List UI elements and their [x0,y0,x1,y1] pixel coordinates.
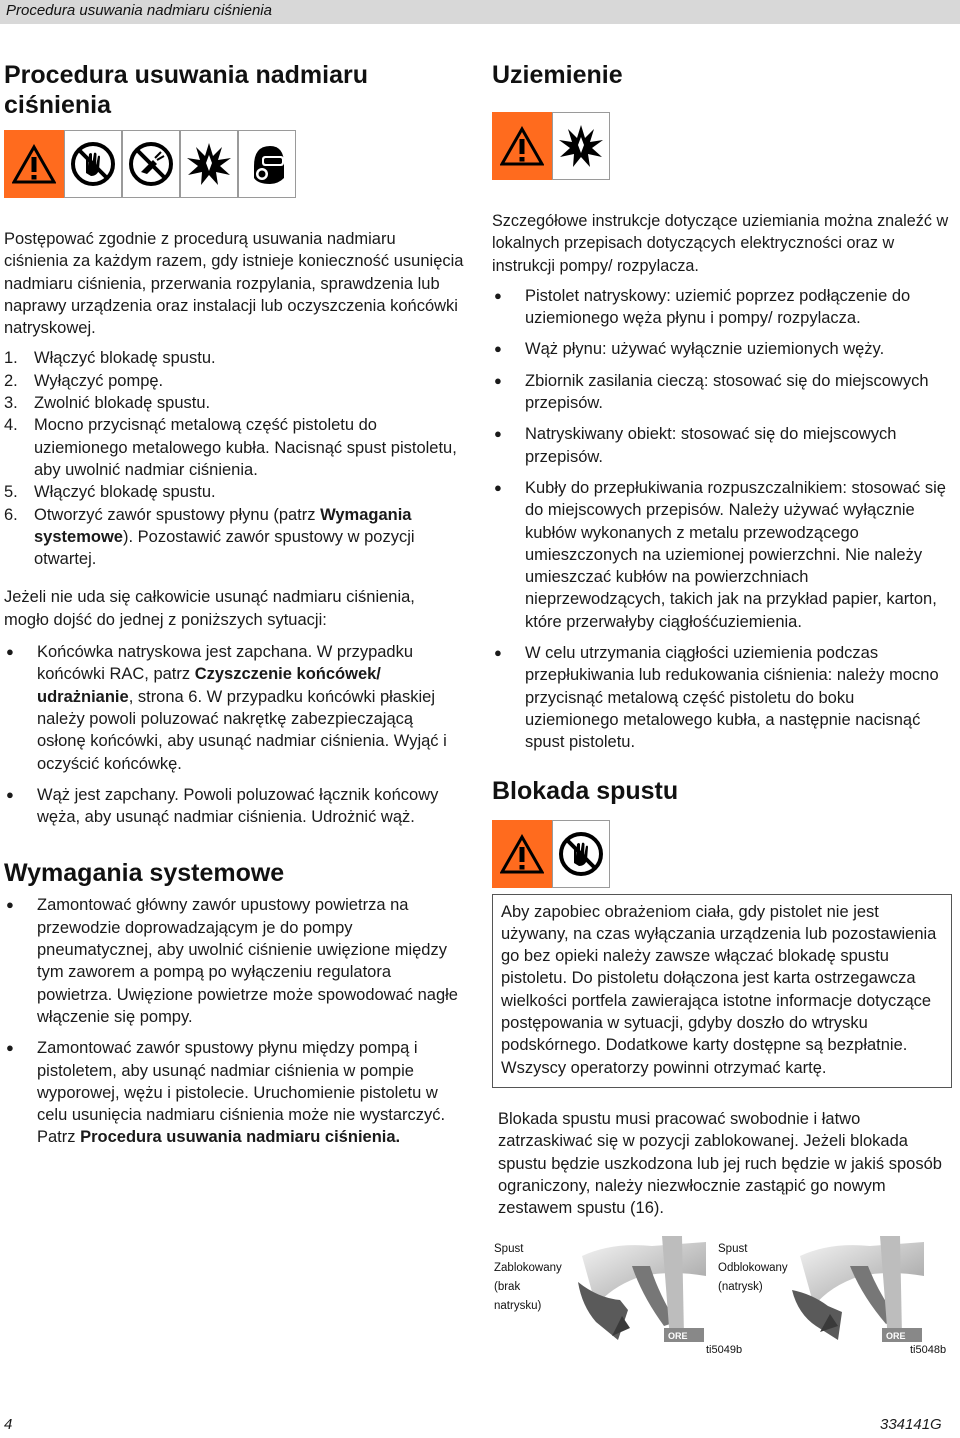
grounding-bullets [492,285,952,754]
clog-intro: Jeżeli nie uda się całkowicie usunąć nadmiaru ciśnienia, mogło dojść do jednej z poniższych sytuacji: [4,588,415,629]
warning-icon [492,112,552,180]
grounding-title: Uziemienie [492,61,623,89]
running-header-title: Procedura usuwania nadmiaru ciśnienia [6,2,272,19]
running-header [0,0,960,24]
document-code: 334141G [880,1416,942,1433]
trigger-lock-pictograms [492,820,952,894]
list-item: ● Końcówka natryskowa jest zapchana. W przypadku końcówki RAC, patrz Czyszczenie końcówek/ udrażnianie, strona 6. W przypadku końcówki płaskiej należy powoli poluzować nakrętkę zabezpieczającą osłonę końcówki, aby usunąć nadmiar ciśnienia. Wyjąć i oczyścić końcówkę. [6,643,447,773]
step-item: 1. Włączyć blokadę spustu. [4,349,216,368]
explosion-icon [180,130,238,198]
step-item: 6. Otworzyć zawór spustowy płynu (patrz Wymagania systemowe). Pozostawić zawór spustowy w pozycji otwartej. [4,505,415,569]
grounding-pictograms [492,112,952,186]
list-item: ● Zbiornik zasilania cieczą: stosować się do miejscowych przepisów. [494,371,929,413]
list-item: ● Wąż jest zapchany. Powoli poluzować łącznik końcowy węża, aby usunąć nadmiar ciśnienia. Udrożnić wąż. [6,785,439,827]
list-item: ● Pistolet natryskowy: uziemić poprzez podłączenie do uziemionego węża płynu i pompy/ rozpylacza. [494,286,911,328]
warning-icon [4,130,64,198]
unlocked-figure-id: ti5048b [910,1344,947,1356]
left-column [4,60,464,1158]
pressure-relief-pictograms [4,130,464,204]
list-item: ● W celu utrzymania ciągłości uziemienia podczas przepłukiwania lub redukowania ciśnienia: należy mocno przycisnąć metalową część pistoletu do boku uziemionego metalowego kubła, a następnie nacisnąć spust pistoletu. [494,644,939,752]
requirements-bullets [4,894,464,1148]
pressure-relief-steps [4,347,464,570]
list-item: ● Natryskiwany obiekt: stosować się do miejscowych przepisów. [494,425,897,466]
trigger-lock-warning-box [492,894,952,1088]
trigger-lock-text: Blokada spustu musi pracować swobodnie i łatwo zatrzaskiwać się w pozycji zablokowanej. Jeżeli blokada spustu będzie uszkodzona lub jej ruch będzie w jakiś sposób ograniczony, należy niezwłocznie zastąpić go nowym zestawem spustu (16). [498,1109,942,1218]
trigger-lock-title: Blokada spustu [492,776,679,805]
grounding-intro: Szczegółowe instrukcje dotyczące uziemiania można znaleźć w lokalnych przepisach dotyczących elektryczności oraz w instrukcji pompy/ rozpylacza. [492,212,949,275]
locked-caption: Spust Zablokowany (brak natrysku) [494,1243,562,1312]
no-spray-icon [122,130,180,198]
step-item: 3. Zwolnić blokadę spustu. [4,394,211,413]
trigger-lock-figures [492,1236,952,1366]
warning-icon [492,820,552,888]
clog-bullets [4,641,464,828]
page-number: 4 [4,1416,13,1433]
trigger-unlocked-image [790,1236,924,1348]
svg-text:ORE: ORE [668,1331,688,1341]
trigger-locked-image [572,1236,706,1348]
protective-gear-icon [238,130,296,198]
tip-cleaning-link[interactable]: Czyszczenie końcówek/ udrażnianie [37,665,381,706]
unlocked-caption: Spust Odblokowany (natrysk) [718,1243,788,1293]
pressure-relief-intro: Postępować zgodnie z procedurą usuwania nadmiaru ciśnienia za każdym razem, gdy istnieje konieczność usunięcia nadmiaru ciśnienia, przerwania rozpylania, sprawdzenia lub naprawy urządzenia oraz instalacji lub oczyszczenia końcówki natryskowej. [4,230,464,338]
list-item: ● Zamontować zawór spustowy płynu między pompą i pistoletem, aby usunąć nadmiar ciśnienia w pompie wyporowej, wężu i pistolecie. Uruchomienie pistoletu w celu usunięcia nadmiaru ciśnienia może nie wystarczyć. Patrz Procedura usuwania nadmiaru ciśnienia. [6,1039,446,1147]
trigger-lock-warning-text: Aby zapobiec obrażeniom ciała, gdy pistolet nie jest używany, na czas wyłączania urządzenia lub pozostawienia go bez opieki należy zawsze włączać blokadę spustu pistoletu. Do pistoletu dołączona jest karta ostrzegawcza wielkości portfela zawierająca istotne informacje dotyczące postępowania w sytuacji, gdyby doszło do wtrysku podskórnego. Dodatkowe karty dostępne są bezpłatnie. Wszyscy operatorzy powinni otrzymać kartę. [501,902,937,1077]
system-requirements-link[interactable]: Wymagania systemowe [34,505,412,546]
no-hand-icon [64,130,122,198]
explosion-icon [552,112,610,180]
list-item: ● Kubły do przepłukiwania rozpuszczalnikiem: stosować się do miejscowych przepisów. Należy używać wyłącznie kubłów wykonanych z metalu przewodzącego umieszczonych na uziemionej powierzchni. Nie należy umieszczać kubłów na powierzchniach nieprzewodzących, takich jak na przykład papier, karton, które przerwałyby ciągłośćuziemienia. [494,478,946,631]
list-item: ● Wąż płynu: używać wyłącznie uziemionych węży. [494,340,885,359]
pressure-relief-title: Procedura usuwania nadmiaru ciśnienia [4,61,368,119]
right-column [492,60,952,1219]
pressure-relief-link[interactable]: Procedura usuwania nadmiaru ciśnienia. [80,1128,401,1147]
step-item: 2. Wyłączyć pompę. [4,371,164,390]
no-hand-icon [552,820,610,888]
locked-figure-id: ti5049b [706,1344,743,1356]
list-item: ● Zamontować główny zawór upustowy powietrza na przewodzie doprowadzającym je do pompy pneumatycznej, aby uwolnić ciśnienie uwięzione między tym zaworem a pompą po wyłączeniu regulatora powietrza. Uwięzione powietrze może spowodować nagłe włączenie się pompy. [6,896,458,1026]
step-item: 4. Mocno przycisnąć metalową część pistoletu do uziemionego metalowego kubła. Nacisnąć spust pistoletu, aby uwolnić nadmiar ciśnienia. [4,416,457,479]
step-item: 5. Włączyć blokadę spustu. [4,483,216,502]
svg-text:ORE: ORE [886,1331,906,1341]
system-requirements-title: Wymagania systemowe [4,859,285,888]
